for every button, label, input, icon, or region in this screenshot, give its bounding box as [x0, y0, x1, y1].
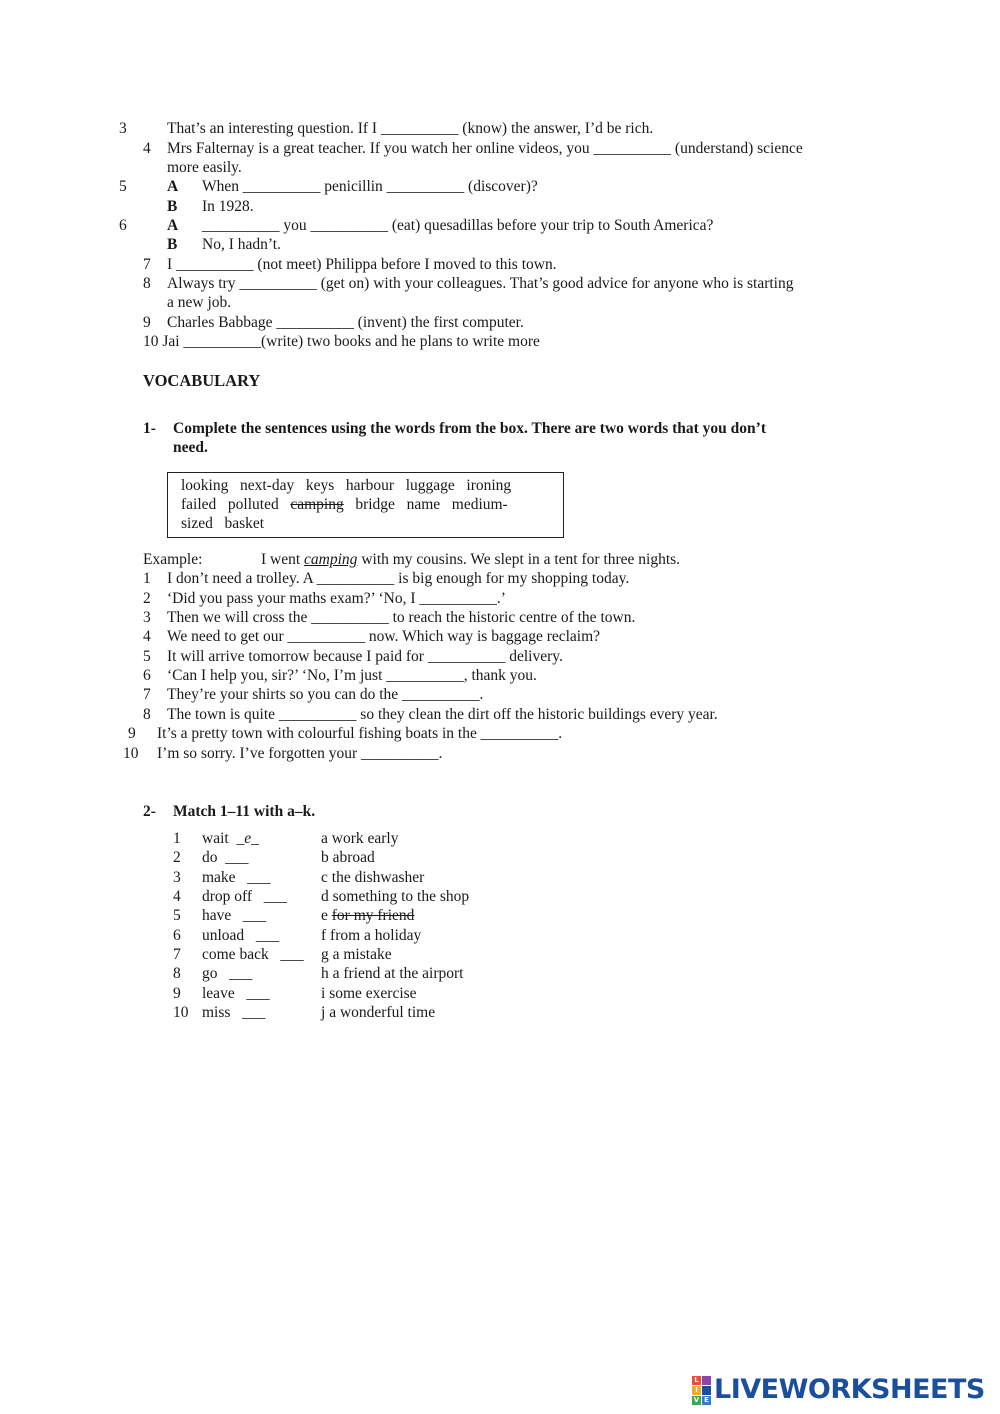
match-left-num: 2 [173, 849, 181, 866]
match-answer-blank[interactable]: ___ [242, 907, 267, 924]
match-left-word [202, 887, 287, 907]
match-phrase: from a holiday [330, 927, 422, 944]
match-phrase: a mistake [332, 946, 392, 963]
match-letter: g [321, 946, 329, 963]
match-word: make [202, 869, 236, 886]
match-left-num: 5 [173, 907, 181, 924]
match-left-word [202, 984, 270, 1004]
ex2-number: 2- [143, 803, 156, 820]
match-left-word [202, 906, 266, 926]
ex1-item-text: ‘Can I help you, sir?’ ‘No, I’m just __________, thank you. [167, 667, 537, 684]
match-left-word [202, 1003, 265, 1023]
ex1-item-text: We need to get our __________ now. Which way is baggage reclaim? [167, 628, 601, 645]
match-answer-blank[interactable]: ___ [242, 1004, 266, 1021]
match-letter: b [321, 849, 329, 866]
example-label: Example: [143, 551, 203, 568]
ex1-item-number: 5 [143, 648, 151, 665]
match-phrase: the dishwasher [331, 869, 425, 886]
match-letter: f [321, 927, 327, 944]
ex1-item-text: They’re your shirts so you can do the __________. [167, 686, 484, 703]
ex1-item-number: 10 [123, 745, 139, 762]
logo-square: V [693, 1395, 700, 1404]
match-left-num: 6 [173, 927, 181, 944]
q6-b-text: No, I hadn’t. [202, 236, 281, 253]
match-phrase-struck: for my friend [331, 907, 415, 924]
match-right-item [321, 868, 424, 888]
logo-icon [692, 1376, 711, 1405]
match-right-item [321, 1003, 435, 1023]
q8-text-line1: Always try __________ (get on) with your colleagues. That’s good advice for anyone who is starting [167, 275, 794, 292]
match-left-word [202, 868, 270, 888]
q4-number: 4 [143, 140, 151, 157]
match-letter: c [321, 869, 328, 886]
logo-square: I [692, 1386, 701, 1395]
match-word: have [202, 907, 232, 924]
match-left-num: 1 [173, 830, 181, 847]
match-word: come back [202, 946, 269, 963]
match-answer-blank[interactable]: ___ [225, 849, 249, 866]
q9-text: Charles Babbage __________ (invent) the first computer. [167, 314, 524, 331]
match-right-item [321, 964, 463, 984]
q9-number: 9 [143, 314, 151, 331]
match-right-item [321, 829, 398, 849]
q3-number: 3 [119, 120, 127, 137]
word-box-line1: looking next-day keys harbour luggage ironing [181, 477, 512, 494]
match-word: unload [202, 927, 245, 944]
match-answer-blank[interactable]: ___ [247, 869, 271, 886]
q3-text: That’s an interesting question. If I __________ (know) the answer, I’d be rich. [167, 120, 654, 137]
word-box-line2 [181, 495, 508, 515]
ex1-instruction-line1: Complete the sentences using the words from the box. There are two words that you don’t [173, 420, 766, 437]
ex2-instruction: Match 1–11 with a–k. [173, 803, 316, 820]
logo-text: LIVEWORKSHEETS [714, 1374, 985, 1406]
q4-text-line2: more easily. [167, 159, 242, 176]
match-left-word [202, 945, 304, 965]
match-left-num: 8 [173, 965, 181, 982]
word-box-line3: sized basket [181, 515, 265, 532]
match-left-num: 3 [173, 869, 181, 886]
match-letter: e [321, 907, 328, 924]
match-left-num: 10 [173, 1004, 189, 1021]
ex1-item-text: I’m so sorry. I’ve forgotten your __________. [157, 745, 443, 762]
q5-b-label: B [167, 198, 178, 215]
ex1-item-number: 9 [128, 725, 136, 742]
match-letter: a [321, 830, 328, 847]
q8-number: 8 [143, 275, 151, 292]
match-answer-blank[interactable]: ___ [280, 946, 304, 963]
q8-text-line2: a new job. [167, 294, 232, 311]
q5-a-label: A [167, 178, 179, 195]
q6-a-text: __________ you __________ (eat) quesadillas before your trip to South America? [202, 217, 714, 234]
ex1-item-number: 6 [143, 667, 151, 684]
q5-a-text: When __________ penicillin __________ (discover)? [202, 178, 538, 195]
match-left-word [202, 829, 259, 849]
match-answer-blank[interactable]: ___ [229, 965, 253, 982]
match-answer-blank[interactable]: ___ [255, 927, 280, 944]
example-word: camping [304, 551, 358, 568]
match-left-word [202, 964, 252, 984]
match-right-item [321, 984, 417, 1004]
q6-b-label: B [167, 236, 178, 253]
match-letter: d [321, 888, 329, 905]
liveworksheets-logo[interactable] [692, 1374, 985, 1406]
ex1-item-text: Then we will cross the __________ to reach the historic centre of the town. [167, 609, 636, 626]
match-letter: j [321, 1004, 326, 1021]
match-answer-blank[interactable]: ___ [263, 888, 287, 905]
match-word: wait [202, 830, 229, 847]
word-box-struck-word: camping [290, 496, 344, 513]
match-left-num: 9 [173, 985, 181, 1002]
match-word: drop off [202, 888, 253, 905]
match-word: miss [202, 1004, 231, 1021]
ex1-item-text: It will arrive tomorrow because I paid for __________ delivery. [167, 648, 563, 665]
ex1-item-number: 1 [143, 570, 151, 587]
word-box-line2-b: bridge name medium- [343, 496, 508, 513]
vocabulary-heading: VOCABULARY [143, 371, 261, 390]
match-answer[interactable]: _e_ [236, 830, 259, 847]
ex1-item-number: 2 [143, 590, 151, 607]
match-word: do [202, 849, 218, 866]
match-word: leave [202, 985, 235, 1002]
ex1-item-number: 7 [143, 686, 151, 703]
q6-number: 6 [119, 217, 127, 234]
match-phrase: a friend at the airport [332, 965, 464, 982]
ex1-item-number: 4 [143, 628, 151, 645]
q5-b-text: In 1928. [202, 198, 254, 215]
ex1-instruction-line2: need. [173, 439, 208, 456]
match-phrase: a wonderful time [329, 1004, 436, 1021]
match-left-word [202, 926, 279, 946]
example-post: with my cousins. We slept in a tent for three nights. [357, 551, 681, 568]
ex1-item-number: 3 [143, 609, 151, 626]
q6-a-label: A [167, 217, 179, 234]
match-left-num: 7 [173, 946, 181, 963]
ex1-item-text: It’s a pretty town with colourful fishing boats in the __________. [157, 725, 563, 742]
ex1-item-text: The town is quite __________ so they clean the dirt off the historic buildings every year. [167, 706, 718, 723]
word-box-line2-a: failed polluted [181, 496, 291, 513]
match-right-item [321, 926, 421, 946]
q10-text: 10 Jai __________(write) two books and he plans to write more [143, 333, 540, 350]
ex1-item-text: I don’t need a trolley. A __________ is big enough for my shopping today. [167, 570, 630, 587]
match-right-item [321, 887, 469, 907]
match-word: go [202, 965, 218, 982]
q4-text-line1: Mrs Falternay is a great teacher. If you watch her online videos, you __________ (understand) science [167, 140, 803, 157]
match-right-item [321, 848, 375, 868]
logo-square: E [702, 1396, 711, 1405]
ex1-number: 1- [143, 420, 156, 437]
ex1-item-text: ‘Did you pass your maths exam?’ ‘No, I __________.’ [167, 590, 506, 607]
logo-square [702, 1376, 711, 1385]
match-phrase: abroad [332, 849, 375, 866]
example-sentence [261, 550, 680, 570]
match-letter: h [321, 965, 329, 982]
ex1-item-number: 8 [143, 706, 151, 723]
q7-text: I __________ (not meet) Philippa before I moved to this town. [167, 256, 557, 273]
logo-square: L [692, 1376, 701, 1385]
match-phrase: work early [331, 830, 399, 847]
match-answer-blank[interactable]: ___ [246, 985, 270, 1002]
example-pre: I went [261, 551, 305, 568]
match-phrase: something to the shop [332, 888, 470, 905]
match-letter: i [321, 985, 326, 1002]
match-left-word [202, 848, 249, 868]
match-right-item [321, 945, 392, 965]
match-left-num: 4 [173, 888, 181, 905]
q7-number: 7 [143, 256, 151, 273]
match-right-item [321, 906, 414, 926]
logo-square [702, 1386, 711, 1395]
match-phrase: some exercise [329, 985, 417, 1002]
q5-number: 5 [119, 178, 127, 195]
